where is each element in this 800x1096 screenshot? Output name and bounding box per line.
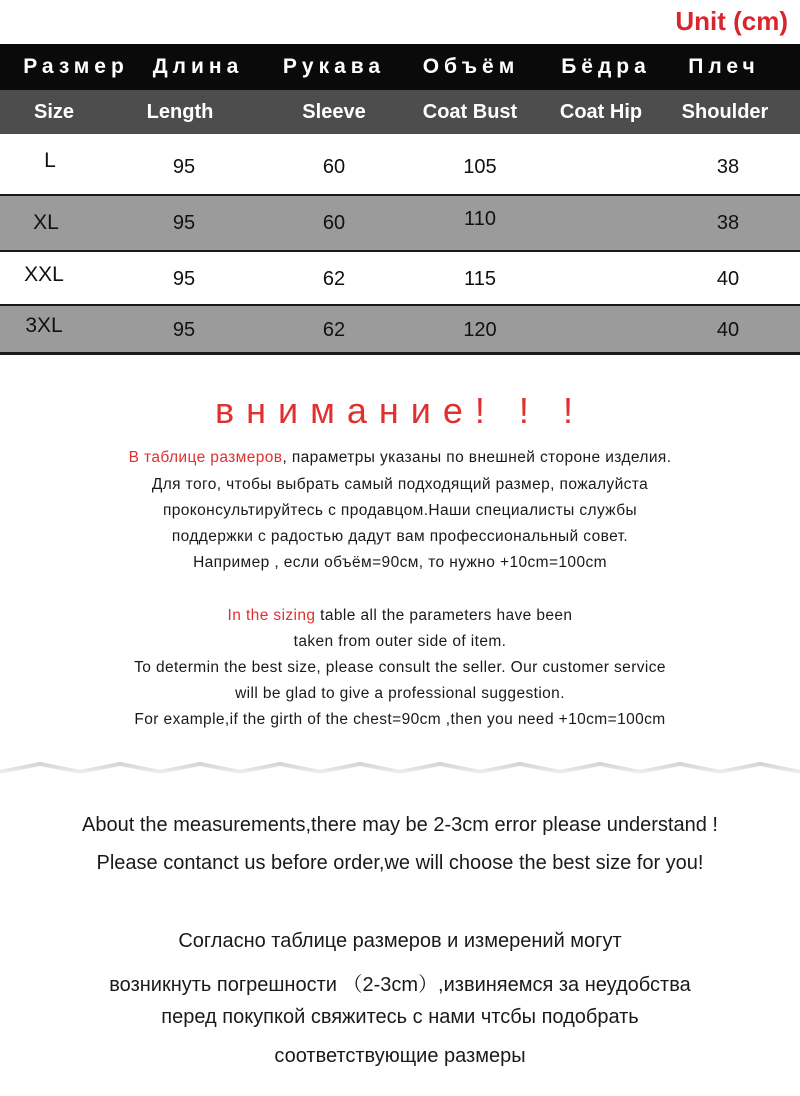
ru-paragraph-line-4: поддержки с радостью дадут вам профессиональный совет. (171, 528, 629, 545)
header-ru-size: Размер (23, 55, 129, 78)
header-en-size: Size (33, 100, 75, 123)
header-ru-length: Длина (152, 55, 244, 78)
table-row (0, 140, 800, 194)
header-ru-sleeve: Рукава (282, 55, 386, 78)
en-paragraph-line-2: taken from outer side of item. (293, 633, 507, 650)
en-paragraph-line-4: will be glad to give a professional suggestion. (235, 685, 565, 702)
cell-length: 95 (172, 318, 196, 341)
note-ru-1: Согласно таблице размеров и измерений могут (178, 930, 622, 952)
ru-paragraph-highlight: В таблице размеров (128, 449, 283, 466)
ru-paragraph-line-3: проконсультируйтесь с продавцом.Наши специалисты службы (162, 502, 638, 519)
note-ru-2: возникнуть погрешности （2-3cm）,извиняемся за неудобства (109, 974, 691, 996)
cell-shoulder: 38 (716, 155, 740, 178)
cell-length: 95 (172, 155, 196, 178)
note-en-2: Please contanct us before order,we will choose the best size for you! (96, 852, 704, 874)
en-paragraph-line-3: To determin the best size, please consult the seller. Our customer service (134, 659, 666, 676)
ru-paragraph-line-2: Для того, чтобы выбрать самый подходящий размер, пожалуйста (151, 476, 649, 493)
ru-paragraph-line-5: Например , если объём=90см, то нужно +10cm=100cm (193, 554, 607, 571)
header-ru-bust: Объём (422, 55, 520, 78)
cell-length: 95 (172, 211, 196, 234)
cell-bust: 120 (463, 318, 497, 341)
cell-bust: 110 (464, 207, 496, 230)
cell-size: 3XL (25, 314, 63, 337)
wave-divider (0, 756, 800, 778)
header-en-length: Length (146, 100, 214, 123)
table-bottom-border (0, 352, 800, 355)
cell-shoulder: 38 (716, 211, 740, 234)
header-en-bust: Coat Bust (422, 100, 518, 123)
en-paragraph-line-1-text: table all the parameters have been (315, 607, 573, 624)
ru-paragraph-line-1-text: , параметры указаны по внешней стороне изделия. (282, 449, 672, 466)
header-en-sleeve: Sleeve (302, 100, 366, 123)
en-paragraph-line-1 (0, 607, 800, 625)
note-en-1: About the measurements,there may be 2-3cm error please understand ! (82, 814, 718, 836)
table-row (0, 250, 800, 306)
cell-bust: 115 (464, 267, 496, 290)
ru-paragraph-line-1 (0, 449, 800, 467)
attention-title: внимание! ! ! (215, 390, 585, 431)
cell-sleeve: 62 (322, 318, 346, 341)
cell-size: XXL (24, 263, 64, 286)
header-row-russian (0, 44, 800, 90)
cell-shoulder: 40 (716, 267, 740, 290)
cell-sleeve: 62 (322, 267, 346, 290)
note-ru-3: перед покупкой свяжитесь с нами чтсбы подобрать (161, 1006, 639, 1028)
note-ru-4: соответствующие размеры (274, 1045, 526, 1067)
cell-length: 95 (172, 267, 196, 290)
cell-sleeve: 60 (322, 211, 346, 234)
cell-shoulder: 40 (716, 318, 740, 341)
header-ru-hip: Бёдра (561, 55, 651, 78)
cell-size: XL (33, 211, 59, 234)
cell-sleeve: 60 (322, 155, 346, 178)
header-row-english (0, 90, 800, 134)
en-paragraph-line-5: For example,if the girth of the chest=90cm ,then you need +10cm=100cm (134, 711, 666, 728)
header-en-hip: Coat Hip (559, 100, 643, 123)
header-en-shoulder: Shoulder (681, 100, 769, 123)
en-paragraph-highlight: In the sizing (227, 607, 316, 624)
unit-label: Unit (cm) (675, 6, 788, 36)
table-row (0, 194, 800, 250)
header-ru-shoulder: Плеч (688, 55, 760, 78)
table-row (0, 304, 800, 354)
cell-bust: 105 (463, 155, 497, 178)
cell-size: L (44, 149, 56, 172)
